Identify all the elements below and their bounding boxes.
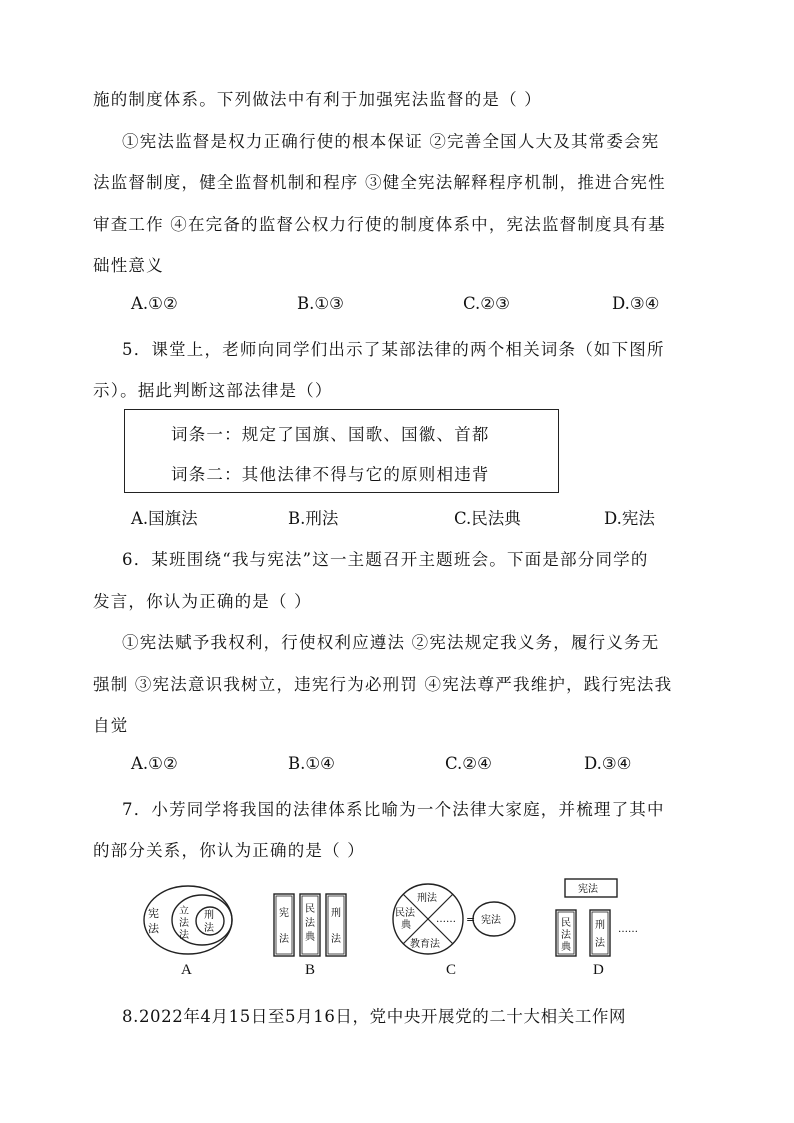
q5-option-a: A.国旗法 — [131, 509, 198, 528]
q5-stem-line: 5．课堂上，老师向同学们出示了某部法律的两个相关词条（如下图所 — [122, 340, 665, 359]
fig-a-middle-1: 立 — [179, 906, 189, 917]
q5-option-c: C.民法典 — [454, 509, 521, 528]
q4-option-d: D.③④ — [612, 294, 660, 313]
q4-option-c: C.②③ — [463, 294, 510, 313]
q6-option-c: C.②④ — [445, 754, 492, 773]
fig-b-box1-2: 法 — [279, 934, 289, 945]
fig-c-slice-civil-1: 民法 — [395, 908, 415, 919]
fig-a-middle-2: 法 — [179, 918, 189, 929]
fig-b-box2-1: 民 — [305, 904, 315, 915]
fig-d-box2-2: 法 — [595, 938, 605, 949]
fig-d-box1-3: 典 — [561, 942, 571, 953]
fig-c-slice-ellipsis: …… — [436, 914, 456, 925]
q4-stem-tail: 施的制度体系。下列做法中有利于加强宪法监督的是（ ） — [93, 90, 542, 109]
fig-b-box2-2: 法 — [305, 918, 315, 929]
q5-entry-two: 词条二：其他法律不得与它的原则相违背 — [171, 465, 490, 484]
fig-d-top: 宪法 — [578, 884, 598, 895]
q6-statement-line: 强制 ③宪法意识我树立，违宪行为必刑罚 ④宪法尊严我维护，践行宪法我 — [93, 675, 673, 694]
q7-stem-line: 7．小芳同学将我国的法律体系比喻为一个法律大家庭，并梳理了其中 — [122, 800, 665, 819]
q8-stem: 8.2022年4月15日至5月16日，党中央开展党的二十大相关工作网 — [122, 1007, 627, 1026]
q6-statement-line: 自觉 — [93, 716, 129, 735]
q5-option-d: D.宪法 — [604, 509, 655, 528]
q6-stem-line: 6．某班围绕“我与宪法”这一主题召开主题班会。下面是部分同学的 — [122, 550, 649, 569]
fig-a-inner-2: 法 — [204, 923, 214, 934]
q7-figure-c-label: C — [446, 962, 457, 978]
q4-statement-line: 审查工作 ④在完备的监督公权力行使的制度体系中，宪法监督制度具有基 — [93, 215, 666, 234]
q4-statement-line: 法监督制度，健全监督机制和程序 ③健全宪法解释程序机制，推进合宪性 — [93, 173, 666, 192]
q5-stem-line: 示）。据此判断这部法律是（） — [93, 381, 333, 400]
q4-option-b: B.①③ — [297, 294, 344, 313]
q5-entry-one: 词条一：规定了国旗、国歌、国徽、首都 — [171, 425, 490, 444]
q6-stem-line: 发言，你认为正确的是（ ） — [93, 592, 312, 611]
fig-a-outer-label-2: 法 — [148, 922, 159, 935]
q6-option-a: A.①② — [131, 754, 178, 773]
fig-d-box1-2: 法 — [561, 930, 571, 941]
fig-c-equals: = — [466, 913, 476, 926]
q4-statement-line: ①宪法监督是权力正确行使的根本保证 ②完善全国人大及其常委会宪 — [122, 132, 660, 151]
fig-c-slice-criminal: 刑法 — [417, 893, 437, 904]
fig-d-box2-1: 刑 — [595, 920, 605, 931]
fig-b-box3-2: 法 — [331, 934, 341, 945]
q5-option-b: B.刑法 — [288, 509, 339, 528]
fig-a-middle-3: 法 — [179, 930, 189, 941]
q6-statement-line: ①宪法赋予我权利，行使权利应遵法 ②宪法规定我义务，履行义务无 — [122, 633, 660, 652]
fig-b-box3-1: 刑 — [331, 908, 341, 919]
fig-a-outer-label-1: 宪 — [148, 907, 159, 920]
q6-option-d: D.③④ — [584, 754, 632, 773]
q5-entry-box — [124, 409, 559, 493]
q4-statement-line: 础性意义 — [93, 256, 164, 275]
fig-d-ellipsis: …… — [618, 924, 638, 935]
q7-figure-d-label: D — [593, 962, 604, 978]
q7-figure-c — [390, 882, 520, 962]
q6-option-b: B.①④ — [288, 754, 335, 773]
fig-d-box1-1: 民 — [561, 918, 571, 929]
q7-figure-b-label: B — [305, 962, 316, 978]
fig-c-slice-education: 教育法 — [410, 939, 440, 950]
q7-stem-line: 的部分关系，你认为正确的是（ ） — [93, 841, 365, 860]
q7-figure-b — [272, 890, 352, 962]
q7-figure-d — [552, 876, 652, 962]
fig-c-slice-civil-2: 典 — [401, 920, 411, 931]
q7-figure-a-label: A — [181, 962, 192, 978]
fig-b-box1-1: 宪 — [279, 908, 289, 919]
q4-option-a: A.①② — [131, 294, 178, 313]
fig-a-inner-1: 刑 — [204, 910, 214, 921]
fig-b-box2-3: 典 — [305, 932, 315, 943]
fig-c-result: 宪法 — [481, 915, 501, 926]
